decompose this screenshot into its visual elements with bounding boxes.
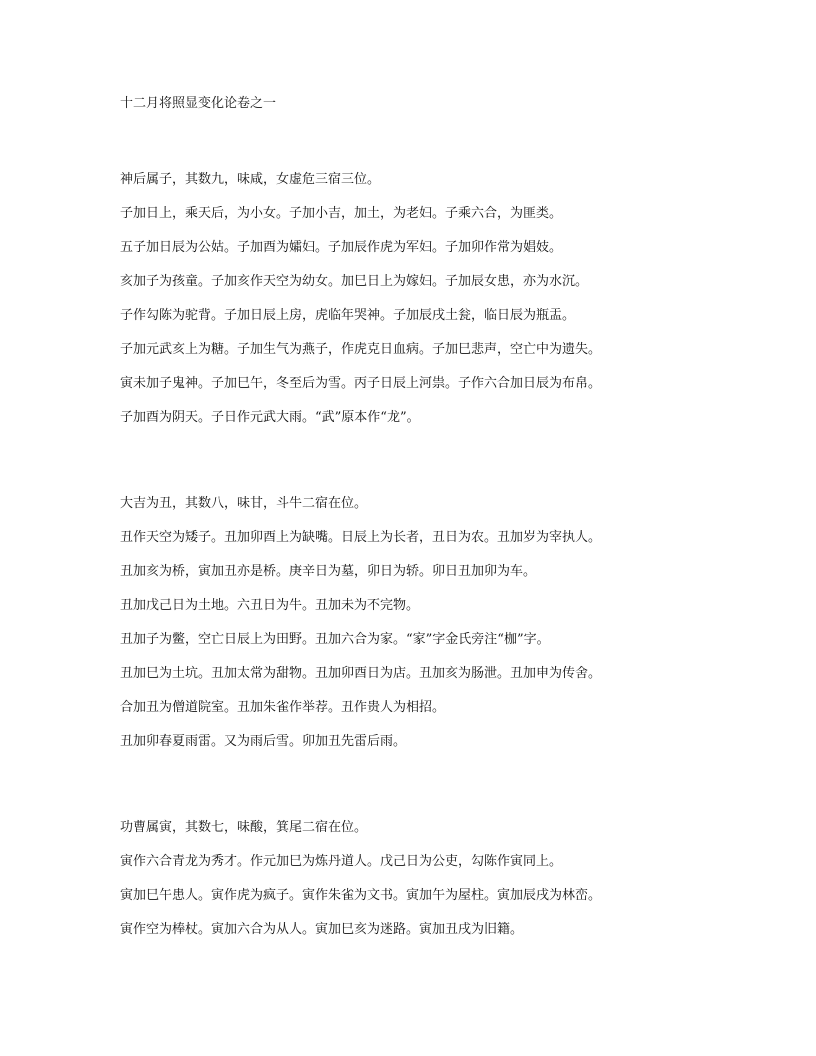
section-gongcao-yin	[120, 818, 760, 954]
section-shenhou-zi	[120, 170, 760, 442]
section-heading: 功曹属寅，其数七，味酸，箕尾二宿在位。	[120, 820, 368, 835]
text-line: 丑作天空为矮子。丑加卯酉上为缺嘴。日辰上为长者，丑日为农。丑加岁为宰执人。	[120, 530, 602, 545]
text-line: 寅加巳午患人。寅作虎为疯子。寅作朱雀为文书。寅加午为屋柱。寅加辰戌为林峦。	[120, 888, 602, 903]
text-line: 丑加子为鳖，空亡日辰上为田野。丑加六合为家。“家”字金氏旁注“枷”字。	[120, 632, 550, 647]
text-line: 子加元武亥上为糖。子加生气为燕子，作虎克日血病。子加巳悲声，空亡中为遗失。	[120, 342, 602, 357]
text-line: 子加日上，乘天后，为小女。子加小吉，加土，为老妇。子乘六合，为匪类。	[120, 206, 563, 221]
document-title: 十二月将照显变化论卷之一	[120, 96, 277, 111]
section-daji-chou	[120, 494, 760, 766]
text-line: 亥加子为孩童。子加亥作天空为幼女。加巳日上为嫁妇。子加辰女患，亦为水沉。	[120, 274, 589, 289]
text-line: 寅未加子鬼神。子加巳午，冬至后为雪。丙子日辰上河祟。子作六合加日辰为布帛。	[120, 376, 602, 391]
section-heading: 神后属子，其数九，味咸，女虚危三宿三位。	[120, 172, 381, 187]
section-heading: 大吉为丑，其数八，味甘，斗牛二宿在位。	[120, 496, 368, 511]
text-line: 寅作空为棒杖。寅加六合为从人。寅加巳亥为迷路。寅加丑戌为旧籍。	[120, 922, 524, 937]
text-line: 丑加卯春夏雨雷。又为雨后雪。卯加丑先雷后雨。	[120, 734, 407, 749]
text-line: 子加酉为阴天。子日作元武大雨。“武”原本作“龙”。	[120, 410, 420, 425]
text-line: 子作勾陈为驼背。子加日辰上房，虎临年哭神。子加辰戌土瓮，临日辰为瓶盂。	[120, 308, 576, 323]
text-line: 丑加戊己日为土地。六丑日为牛。丑加未为不完物。	[120, 598, 420, 613]
text-line: 合加丑为僧道院室。丑加朱雀作举荐。丑作贵人为相招。	[120, 700, 446, 715]
text-line: 五子加日辰为公姑。子加酉为孀妇。子加辰作虎为军妇。子加卯作常为娼妓。	[120, 240, 563, 255]
text-line: 丑加巳为土坑。丑加太常为甜物。丑加卯酉日为店。丑加亥为肠泄。丑加申为传舍。	[120, 666, 602, 681]
text-line: 丑加亥为桥，寅加丑亦是桥。庚辛日为墓，卯日为轿。卯日丑加卯为车。	[120, 564, 537, 579]
text-line: 寅作六合青龙为秀才。作元加巳为炼丹道人。戊己日为公吏，勾陈作寅同上。	[120, 854, 563, 869]
